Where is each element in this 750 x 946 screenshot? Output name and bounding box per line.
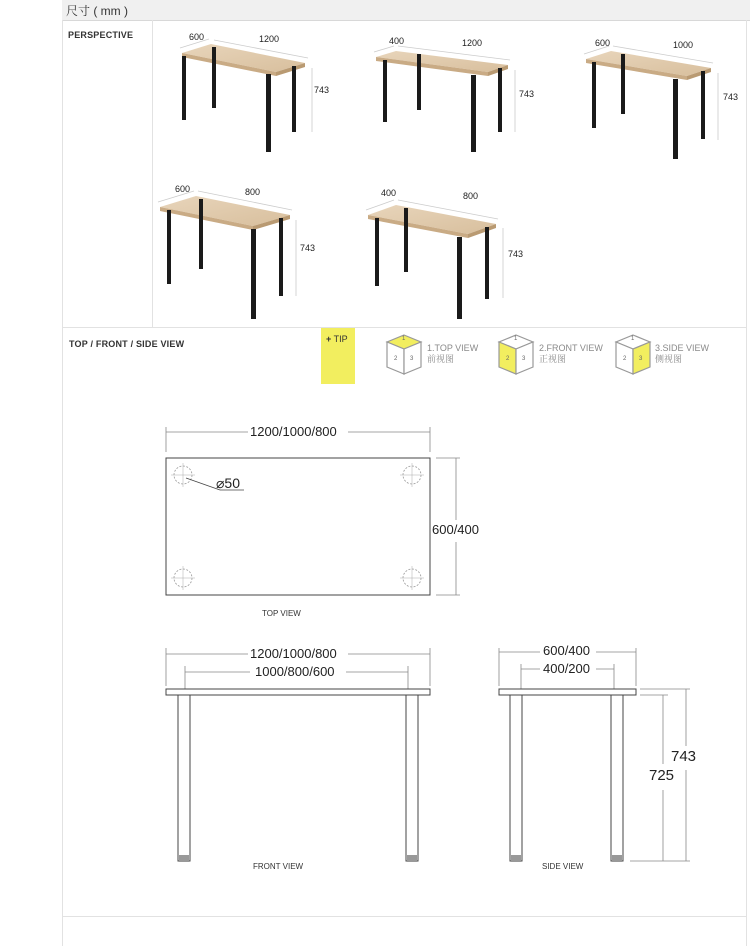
perspective-label: PERSPECTIVE [68, 30, 134, 40]
table4-height: 743 [300, 243, 316, 253]
side-view-drawing [499, 648, 690, 862]
cube3-num1: 1 [631, 336, 635, 342]
table2-depth: 400 [389, 36, 405, 46]
cube1-num2: 2 [394, 356, 398, 362]
front-inner-dim: 1000/800/600 [255, 664, 335, 679]
front-outer-dim: 1200/1000/800 [250, 646, 337, 661]
table3-height: 743 [723, 92, 739, 102]
cube2-num1: 1 [514, 336, 518, 342]
views-label: TOP / FRONT / SIDE VIEW [69, 339, 185, 349]
table2-width: 1200 [462, 38, 483, 48]
cube1-num3: 3 [410, 356, 414, 362]
tip-text: + TIP [326, 334, 348, 344]
leg-height-dim: 725 [649, 767, 675, 784]
cube2-num2: 2 [506, 356, 510, 362]
table2-height: 743 [519, 89, 535, 99]
legend-side-view: 3.SIDE VIEW 侧视图 [655, 343, 710, 364]
cube3-num2: 2 [623, 356, 627, 362]
table4-width: 800 [245, 187, 261, 197]
table5-depth: 400 [381, 188, 397, 198]
legend-front-view: 2.FRONT VIEW 正视图 [539, 343, 603, 364]
front-view-drawing [166, 648, 430, 862]
top-view-caption: TOP VIEW [262, 609, 301, 618]
side-outer-dim: 600/400 [543, 643, 590, 658]
table5-height: 743 [508, 249, 524, 259]
side-view-caption: SIDE VIEW [542, 862, 584, 871]
legend-top-view: 1.TOP VIEW 前视图 [427, 343, 479, 364]
cube1-num1: 1 [402, 336, 406, 342]
hole-diameter: ⌀50 [216, 475, 241, 491]
side-inner-dim: 400/200 [543, 661, 590, 676]
table1-height: 743 [314, 85, 330, 95]
table1-depth: 600 [189, 32, 205, 42]
top-view-drawing [166, 427, 460, 595]
table3-depth: 600 [595, 38, 611, 48]
table3-width: 1000 [673, 40, 694, 50]
top-width-dim: 1200/1000/800 [250, 424, 337, 439]
cube2-num3: 3 [522, 356, 526, 362]
cube3-num3: 3 [639, 356, 643, 362]
top-depth-dim: 600/400 [432, 522, 479, 537]
front-view-caption: FRONT VIEW [253, 862, 304, 871]
table5-width: 800 [463, 191, 479, 201]
table1-width: 1200 [259, 34, 280, 44]
table4-depth: 600 [175, 184, 191, 194]
total-height-dim: 743 [671, 748, 697, 765]
page-title: 尺寸 ( mm ) [66, 4, 128, 18]
